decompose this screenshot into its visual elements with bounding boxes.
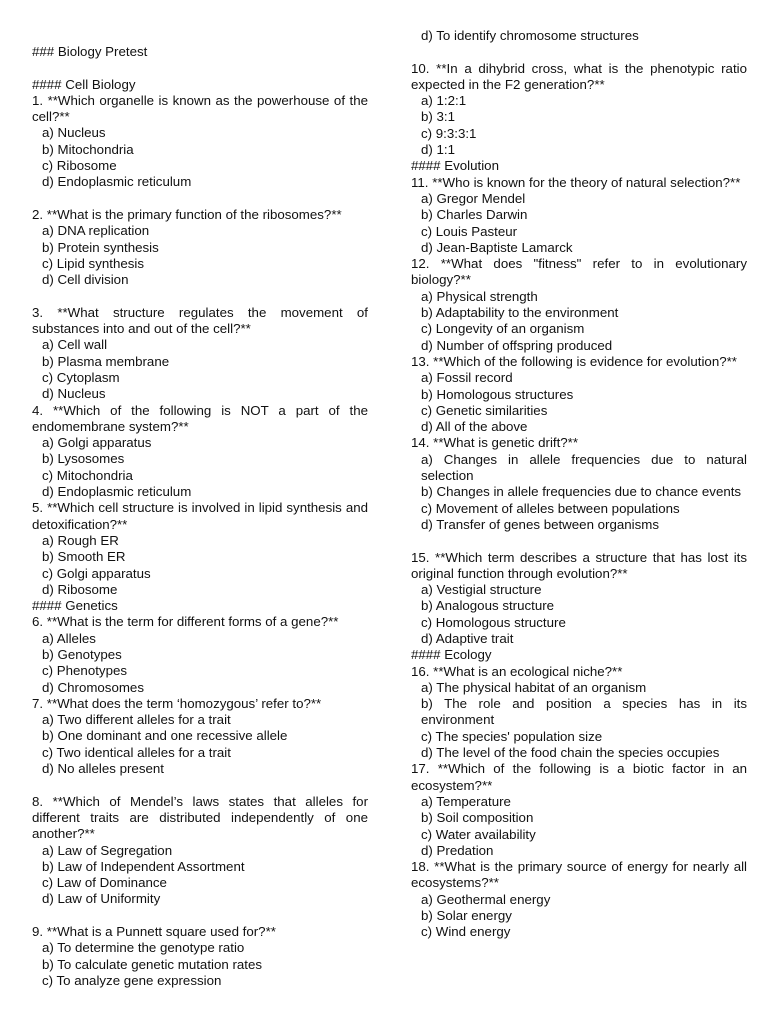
question-text: 10. **In a dihybrid cross, what is the phenotypic ratio expected in the F2 generation?** [411, 60, 747, 92]
answer-option: d) Ribosome [42, 581, 118, 597]
answer-option: d) Adaptive trait [421, 630, 514, 646]
question-text: 8. **Which of Mendel’s laws states that alleles for different traits are distributed independently of one another?** [32, 793, 368, 842]
question-text: 13. **Which of the following is evidence for evolution?** [411, 353, 737, 369]
answer-option: b) 3:1 [421, 109, 456, 125]
answer-option: d) Law of Uniformity [42, 891, 161, 907]
answer-option: b) Plasma membrane [42, 353, 170, 369]
answer-option: a) Alleles [42, 630, 96, 646]
answer-option: b) Genotypes [42, 646, 122, 662]
answer-option: d) Chromosomes [42, 679, 144, 695]
section-heading-cell-biology: #### Cell Biology [32, 76, 136, 92]
question-text: 6. **What is the term for different forms of a gene?** [32, 614, 339, 630]
left-column [32, 44, 368, 989]
question-text: 17. **Which of the following is a biotic factor in an ecosystem?** [411, 761, 747, 793]
answer-option: b) Solar energy [421, 908, 512, 924]
answer-option: c) The species' population size [421, 728, 603, 744]
question-text: 15. **Which term describes a structure that has lost its original function through evolution?** [411, 549, 747, 581]
answer-option: c) Longevity of an organism [421, 321, 585, 337]
answer-option: a) Nucleus [42, 125, 106, 141]
answer-option: a) 1:2:1 [421, 93, 467, 109]
question-text: 9. **What is a Punnett square used for?** [32, 924, 276, 940]
answer-option: c) Ribosome [42, 158, 117, 174]
answer-option: d) Jean-Baptiste Lamarck [421, 239, 573, 255]
answer-option: d) Cell division [42, 272, 129, 288]
question-11 [411, 175, 747, 256]
answer-option: b) Adaptability to the environment [421, 305, 619, 321]
answer-option: c) Homologous structure [421, 614, 566, 630]
question-text: 5. **Which cell structure is involved in lipid synthesis and detoxification?** [32, 500, 368, 532]
answer-option: d) All of the above [421, 419, 528, 435]
question-5 [32, 500, 368, 598]
answer-option: c) Law of Dominance [42, 875, 167, 891]
answer-option: b) Analogous structure [421, 598, 555, 614]
question-7 [32, 696, 368, 777]
question-1 [32, 93, 368, 191]
question-15 [411, 550, 747, 648]
question-3 [32, 305, 368, 403]
answer-option: d) Endoplasmic reticulum [42, 484, 192, 500]
answer-option: a) Geothermal energy [421, 891, 551, 907]
question-13 [411, 354, 747, 435]
answer-option: c) Cytoplasm [42, 369, 120, 385]
question-text: 1. **Which organelle is known as the powerhouse of the cell?** [32, 92, 368, 125]
answer-option: d) The level of the food chain the species occupies [421, 745, 720, 761]
question-text: 7. **What does the term ‘homozygous’ refer to?** [32, 695, 322, 711]
right-column [411, 28, 747, 941]
section-heading-genetics: #### Genetics [32, 598, 118, 614]
answer-option: a) Law of Segregation [42, 842, 173, 858]
answer-option: b) Soil composition [421, 810, 534, 826]
answer-option: d) No alleles present [42, 761, 164, 777]
answer-option: c) Lipid synthesis [42, 255, 144, 271]
answer-option: a) Fossil record [421, 370, 513, 386]
answer-option: d) Predation [421, 842, 494, 858]
answer-option: c) Mitochondria [42, 467, 133, 483]
answer-option: a) Two different alleles for a trait [42, 712, 231, 728]
answer-option: b) Smooth ER [42, 549, 126, 565]
answer-option: b) Law of Independent Assortment [42, 858, 245, 874]
answer-option: a) Temperature [421, 793, 511, 809]
answer-option: b) Homologous structures [421, 386, 574, 402]
answer-option: c) Phenotypes [42, 663, 128, 679]
answer-option: a) Changes in allele frequencies due to natural selection [421, 451, 747, 484]
page-title: ### Biology Pretest [32, 44, 148, 59]
answer-option: a) Rough ER [42, 532, 119, 548]
answer-option: b) Lysosomes [42, 451, 125, 467]
answer-option: a) The physical habitat of an organism [421, 679, 647, 695]
question-text: 12. **What does "fitness" refer to in evolutionary biology?** [411, 256, 747, 288]
answer-option: a) Gregor Mendel [421, 190, 526, 206]
answer-option: b) Charles Darwin [421, 207, 528, 223]
answer-option: d) Transfer of genes between organisms [421, 516, 659, 532]
answer-option: c) 9:3:3:1 [421, 125, 477, 141]
question-12 [411, 256, 747, 354]
answer-option: c) Wind energy [421, 924, 511, 940]
question-text: 16. **What is an ecological niche?** [411, 663, 623, 679]
answer-option: c) Louis Pasteur [421, 223, 518, 239]
answer-option: d) 1:1 [421, 142, 456, 158]
question-6 [32, 614, 368, 695]
question-text: 3. **What structure regulates the movement of substances into and out of the cell?** [32, 304, 368, 337]
question-text: 4. **Which of the following is NOT a part of the endomembrane system?** [32, 402, 368, 434]
answer-option: b) One dominant and one recessive allele [42, 728, 288, 744]
answer-option: c) To analyze gene expression [42, 972, 222, 988]
answer-option: b) To calculate genetic mutation rates [42, 956, 263, 972]
answer-option: b) Protein synthesis [42, 239, 159, 255]
question-10 [411, 61, 747, 159]
answer-option: a) Golgi apparatus [42, 435, 152, 451]
question-17 [411, 761, 747, 859]
answer-option: c) Water availability [421, 826, 536, 842]
answer-option: c) Genetic similarities [421, 402, 548, 418]
answer-option: a) Cell wall [42, 337, 108, 353]
answer-option: d) To identify chromosome structures [421, 28, 639, 43]
question-2 [32, 207, 368, 288]
answer-option: a) Vestigial structure [421, 582, 542, 598]
question-4 [32, 403, 368, 501]
answer-option: d) Nucleus [42, 386, 106, 402]
question-text: 14. **What is genetic drift?** [411, 435, 579, 451]
answer-option: a) DNA replication [42, 223, 150, 239]
question-16 [411, 664, 747, 762]
answer-option: b) Mitochondria [42, 141, 134, 157]
question-8 [32, 794, 368, 908]
answer-option: a) Physical strength [421, 288, 538, 304]
answer-option: a) To determine the genotype ratio [42, 940, 245, 956]
answer-option: c) Movement of alleles between populations [421, 500, 680, 516]
answer-option: d) Number of offspring produced [421, 337, 613, 353]
answer-option: c) Golgi apparatus [42, 565, 151, 581]
question-text: 11. **Who is known for the theory of natural selection?** [411, 174, 741, 190]
answer-option: b) The role and position a species has in its environment [421, 696, 747, 728]
answer-option: b) Changes in allele frequencies due to chance events [421, 484, 742, 500]
answer-option: d) Endoplasmic reticulum [42, 174, 192, 190]
question-text: 18. **What is the primary source of energy for nearly all ecosystems?** [411, 859, 747, 891]
question-text: 2. **What is the primary function of the ribosomes?** [32, 206, 342, 222]
answer-option: c) Two identical alleles for a trait [42, 744, 231, 760]
question-14 [411, 435, 747, 533]
section-heading-ecology: #### Ecology [411, 647, 492, 663]
question-18 [411, 859, 747, 940]
question-9 [32, 924, 368, 989]
section-heading-evolution: #### Evolution [411, 158, 499, 174]
